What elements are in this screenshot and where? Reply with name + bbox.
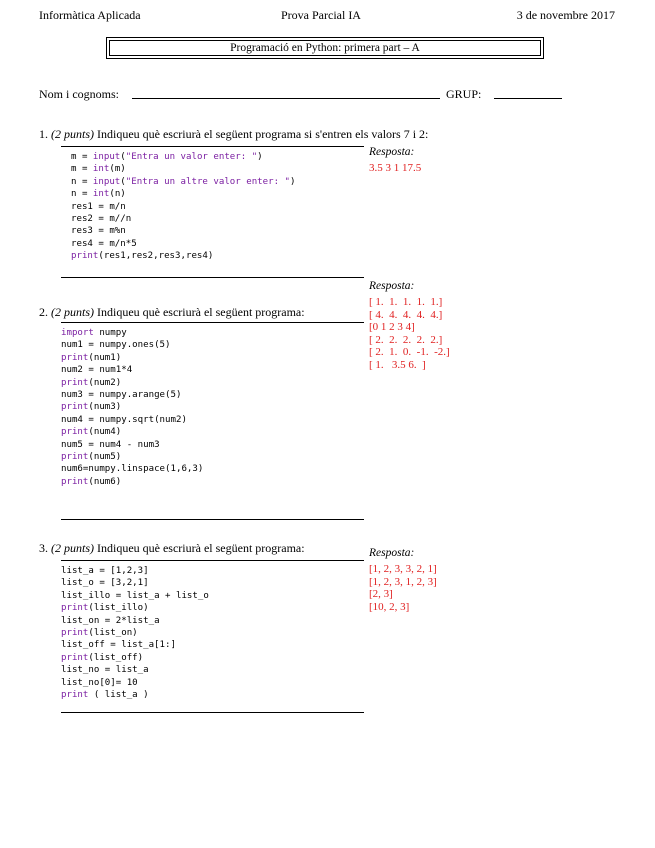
group-field[interactable] <box>494 98 562 99</box>
code-line: print(num4) <box>61 427 122 438</box>
answer-line: [1, 2, 3, 3, 2, 1] <box>369 563 437 575</box>
question-points: (2 punts) <box>51 127 94 141</box>
question-prompt: Indiqueu què escriurà el següent programa si s'entren els valors 7 i 2: <box>97 127 429 141</box>
code-line: print(res1,res2,res3,res4) <box>71 251 214 262</box>
question-1-header <box>39 127 428 142</box>
answer-line: [2, 3] <box>369 588 393 601</box>
code-line: print(list_off) <box>61 652 144 663</box>
code-block-1 <box>71 151 296 263</box>
code-line: num4 = numpy.sqrt(num2) <box>61 414 187 425</box>
question-prompt: Indiqueu què escriurà el següent programa: <box>97 305 305 319</box>
answer-label: Resposta: <box>369 280 415 292</box>
answer-line: [0 1 2 3 4] <box>369 321 415 334</box>
code-line: import numpy <box>61 328 127 338</box>
name-label: Nom i cognoms: <box>39 87 119 101</box>
group-label: GRUP: <box>446 87 482 101</box>
code-line: res4 = m/n*5 <box>71 238 137 249</box>
answer-line: [ 4. 4. 4. 4. 4.] <box>369 308 443 321</box>
code-line: num5 = num4 - num3 <box>61 439 160 450</box>
answer-line: [ 2. 2. 2. 2. 2.] <box>369 333 443 346</box>
course-name: Informàtica Aplicada <box>39 8 141 22</box>
answer-label: Resposta: <box>369 146 415 158</box>
question-points: (2 punts) <box>51 541 94 555</box>
code-bottom-rule <box>61 712 364 713</box>
question-2-header <box>39 305 305 320</box>
code-line: m = int(m) <box>71 164 126 175</box>
answer-line: [10, 2, 3] <box>369 600 410 613</box>
code-line: print(list_on) <box>61 628 138 639</box>
code-block-3 <box>61 565 209 701</box>
code-line: list_on = 2*list_a <box>61 615 160 626</box>
exam-name: Prova Parcial IA <box>281 8 361 22</box>
code-line: res3 = m%n <box>71 226 126 237</box>
code-line: n = int(n) <box>71 189 126 200</box>
answer-label: Resposta: <box>369 547 415 559</box>
code-line: list_no = list_a <box>61 665 149 676</box>
question-number: 1. <box>39 127 48 141</box>
answer-line: [1, 2, 3, 1, 2, 3] <box>369 575 437 588</box>
title-box <box>106 37 544 59</box>
question-number: 2. <box>39 305 48 319</box>
answer-3 <box>369 563 437 613</box>
question-3-header <box>39 541 305 556</box>
exam-date: 3 de novembre 2017 <box>516 8 615 22</box>
code-line: res1 = m/n <box>71 201 126 212</box>
code-line: print(list_illo) <box>61 603 149 614</box>
code-line: print(num2) <box>61 377 122 388</box>
answer-line: [ 1. 1. 1. 1. 1.] <box>369 296 443 308</box>
page-title: Programació en Python: primera part – A <box>109 40 541 56</box>
code-line: num2 = num1*4 <box>61 365 133 376</box>
question-number: 3. <box>39 541 48 555</box>
code-line: list_off = list_a[1:] <box>61 640 176 651</box>
answer-line: [ 2. 1. 0. -1. -2.] <box>369 346 450 359</box>
code-line: list_no[0]= 10 <box>61 677 138 688</box>
code-line: print(num6) <box>61 476 122 487</box>
code-line: print(num1) <box>61 352 122 363</box>
code-block-2 <box>61 327 203 488</box>
code-line: print(num5) <box>61 452 122 463</box>
answer-line: 3.5 3 1 17.5 <box>369 162 422 174</box>
answer-2 <box>369 296 450 372</box>
code-line: num6=numpy.linspace(1,6,3) <box>61 464 204 475</box>
code-line: m = input("Entra un valor enter: ") <box>71 152 263 162</box>
name-field[interactable] <box>132 98 440 99</box>
code-line: num1 = numpy.ones(5) <box>61 340 171 351</box>
question-points: (2 punts) <box>51 305 94 319</box>
answer-1 <box>369 162 421 175</box>
answer-line: [ 1. 3.5 6. ] <box>369 358 426 371</box>
code-bottom-rule <box>61 519 364 520</box>
code-line: print ( list_a ) <box>61 690 149 701</box>
code-bottom-rule <box>61 277 364 278</box>
code-line: n = input("Entra un altre valor enter: ") <box>71 176 296 187</box>
code-line: num3 = numpy.arange(5) <box>61 390 182 401</box>
code-line: list_a = [1,2,3] <box>61 566 149 576</box>
question-prompt: Indiqueu què escriurà el següent programa: <box>97 541 305 555</box>
code-line: list_illo = list_a + list_o <box>61 590 209 601</box>
code-top-rule <box>61 146 364 147</box>
code-line: res2 = m//n <box>71 214 132 225</box>
code-line: print(num3) <box>61 402 122 413</box>
code-line: list_o = [3,2,1] <box>61 578 149 589</box>
code-top-rule <box>61 322 364 323</box>
code-top-rule <box>61 560 364 561</box>
